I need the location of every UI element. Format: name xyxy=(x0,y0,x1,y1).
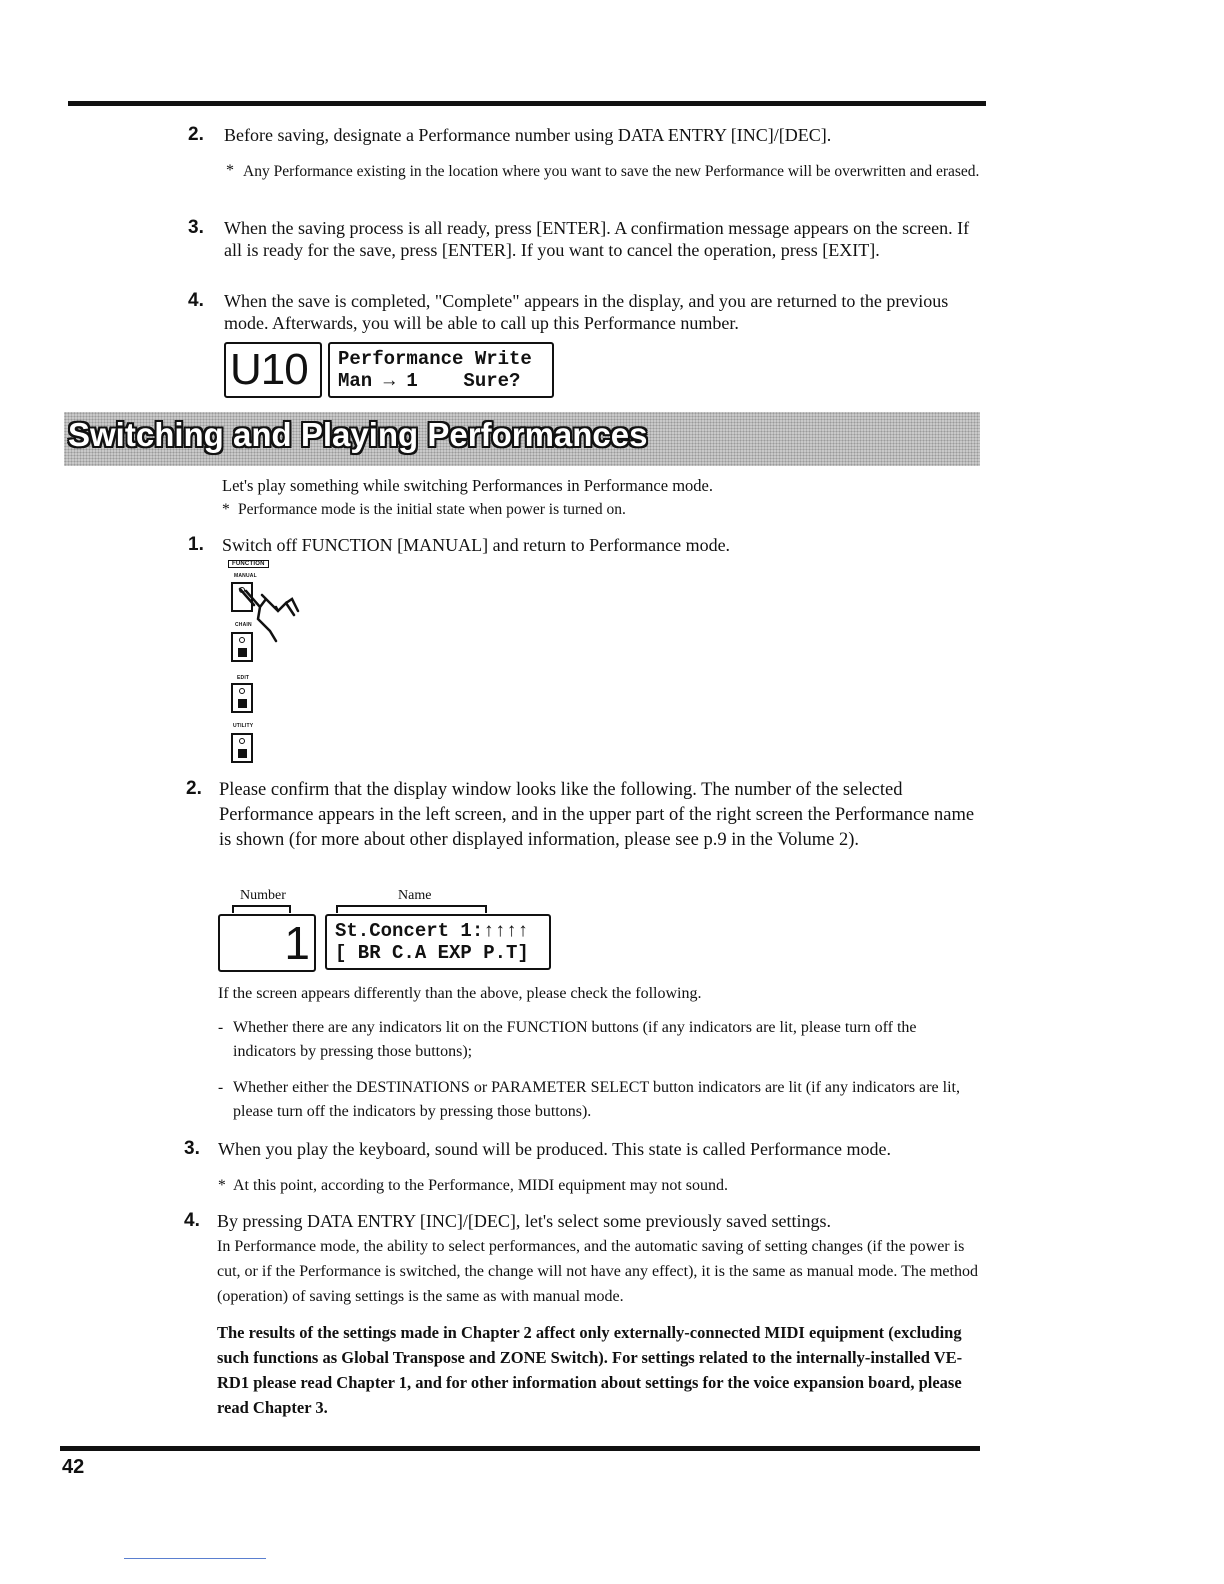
label-name: Name xyxy=(398,888,432,903)
note-text: Any Performance existing in the location where you want to save the new Performance will be overwritten and erased. xyxy=(243,163,980,180)
lcd-left-value: U10 xyxy=(230,345,308,394)
bracket-number xyxy=(232,905,290,907)
lcd-right-screen xyxy=(328,342,554,398)
step-body: In Performance mode, the ability to select performances, and the automatic saving of setting changes (if the power is cut, or if the Performance is switched, the change will not have any effect), it is the same as manual mode. The method (operation) of saving settings is the same as with manual mode. xyxy=(217,1238,978,1305)
button-face xyxy=(238,648,247,657)
note-star: * xyxy=(226,162,234,179)
function-group-label: FUNCTION xyxy=(228,560,269,568)
lcd-line-1: St.Concert 1:↑↑↑↑ xyxy=(335,920,529,942)
step-number: 2. xyxy=(186,778,202,799)
indicator-led xyxy=(239,738,245,744)
header-rule xyxy=(68,101,986,106)
step-text: When you play the keyboard, sound will be produced. This state is called Performance mode. xyxy=(218,1139,891,1159)
button-label-utility: UTILITY xyxy=(233,723,254,729)
section-title: Switching and Playing Performances xyxy=(68,416,648,453)
check-text: Whether there are any indicators lit on the FUNCTION buttons (if any indicators are lit, please turn off the indicators by pressing those buttons); xyxy=(233,1019,917,1060)
lcd-left-screen xyxy=(218,914,316,972)
step-number: 3. xyxy=(184,1138,200,1159)
bracket-number-tick-l xyxy=(232,905,234,913)
button-face xyxy=(238,699,247,708)
chain-button[interactable] xyxy=(231,632,253,662)
label-number: Number xyxy=(240,888,286,903)
lcd-line-1: Performance Write xyxy=(338,348,532,370)
bracket-name-tick-r xyxy=(485,905,487,913)
step-number: 2. xyxy=(188,124,204,145)
step-number: 1. xyxy=(188,534,204,555)
button-label-manual: MANUAL xyxy=(234,573,257,579)
bracket-name-tick-l xyxy=(336,905,338,913)
step-number: 4. xyxy=(188,290,204,311)
footnote-rule xyxy=(124,1558,266,1559)
utility-button[interactable] xyxy=(231,733,253,763)
lcd-line-2: Man → 1 Sure? xyxy=(338,370,521,392)
step-number: 4. xyxy=(184,1210,200,1231)
note-star: * xyxy=(218,1177,226,1194)
intro-text: Let's play something while switching Performances in Performance mode. xyxy=(222,476,713,495)
bracket-name xyxy=(336,905,486,907)
lcd-right-screen xyxy=(325,914,551,970)
lcd-line-2: [ BR C.A EXP P.T] xyxy=(335,942,529,964)
page-number: 42 xyxy=(62,1456,85,1478)
step-text: When the saving process is all ready, press [ENTER]. A confirmation message appears on the screen. If all is ready for the save, press [ENTER]. If you want to cancel the operation, press [EXIT]. xyxy=(224,218,970,260)
lcd-left-screen xyxy=(224,342,322,398)
button-face xyxy=(238,749,247,758)
step-text: When the save is completed, "Complete" appears in the display, and you are returned to the previous mode. Afterwards, you will be able to call up this Performance number. xyxy=(224,291,949,333)
note-star: * xyxy=(222,501,230,518)
footer-rule xyxy=(60,1446,980,1451)
step-text: Switch off FUNCTION [MANUAL] and return to Performance mode. xyxy=(222,535,731,555)
button-label-edit: EDIT xyxy=(237,675,250,681)
check-intro: If the screen appears differently than the above, please check the following. xyxy=(218,985,702,1002)
step-text: By pressing DATA ENTRY [INC]/[DEC], let's select some previously saved settings. xyxy=(217,1211,832,1231)
button-label-chain: CHAIN xyxy=(235,622,252,628)
step-text: Please confirm that the display window looks like the following. The number of the selected Performance appears in the left screen, and in the upper part of the right screen the Performance name is shown (for more about other displayed information, please see p.9 in the Volume 2). xyxy=(219,780,975,850)
note-text: At this point, according to the Performance, MIDI equipment may not sound. xyxy=(233,1177,729,1194)
bold-note: The results of the settings made in Chapter 2 affect only externally-connected MIDI equipment (excluding such functions as Global Transpose and ZONE Switch). For settings related to the internally-installed VE-RD1 please read Chapter 1, and for other information about settings for the voice expansion board, please read Chapter 3. xyxy=(217,1323,963,1417)
step-text: Before saving, designate a Performance number using DATA ENTRY [INC]/[DEC]. xyxy=(224,125,832,145)
check-text: Whether either the DESTINATIONS or PARAMETER SELECT button indicators are lit (if any indicators are lit, please turn off the indicators by pressing those buttons). xyxy=(233,1079,960,1120)
step-number: 3. xyxy=(188,217,204,238)
bracket-number-tick-r xyxy=(289,905,291,913)
check-dash: - xyxy=(218,1079,224,1096)
indicator-led xyxy=(239,637,245,643)
indicator-led xyxy=(239,688,245,694)
lcd-left-value: 1 xyxy=(284,917,310,969)
edit-button[interactable] xyxy=(231,683,253,713)
check-dash: - xyxy=(218,1019,224,1036)
note-text: Performance mode is the initial state when power is turned on. xyxy=(238,501,626,518)
